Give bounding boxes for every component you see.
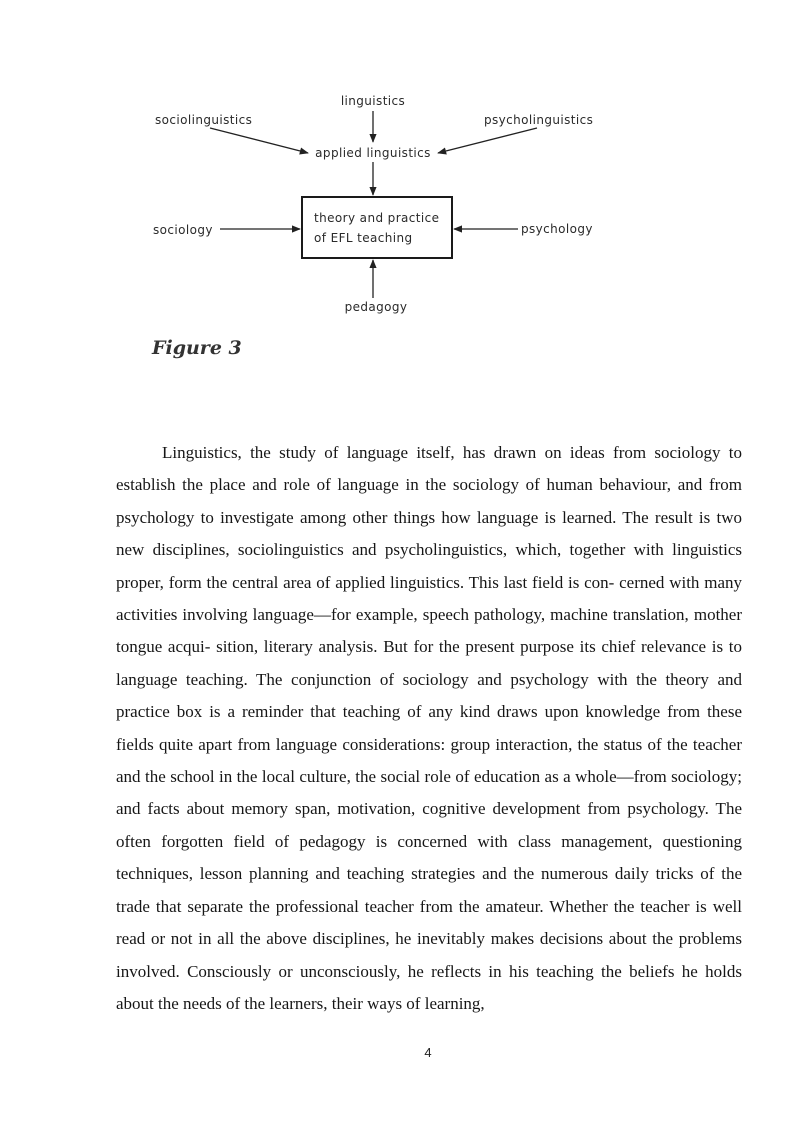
body-paragraph: Linguistics, the study of language itself, has drawn on ideas from sociology to establish the place and role of language in the sociology of human behaviour, and from psychology to investigate among other things how language is learned. The result is two new disciplines, sociolinguistics and psycholinguistics, which, together with linguistics proper, form the central area of applied linguistics. This last field is con- cerned with many activities involving language—for example, speech pathology, machine translation, mother tongue acqui- sition, literary analysis. But for the present purpose its chief relevance is to language teaching. The conjunction of sociology and psychology with the theory and practice box is a reminder that teaching of any kind draws upon knowledge from these fields quite apart from language considerations: group interaction, the status of the teacher and the school in the local culture, the social role of education as a whole—from sociology; and facts about memory span, motivation, cognitive development from psychology. The often forgotten field of pedagogy is concerned with class management, questioning techniques, lesson planning and teaching strategies and the numerous daily tricks of the trade that separate the professional teacher from the amateur. Whether the teacher is well read or not in all the above disciplines, he inevitably makes decisions about the problems involved. Consciously or unconsciously, he reflects in his teaching the beliefs he holds about the needs of the learners, their ways of learning, <box>116 443 742 1013</box>
figure-3-diagram <box>0 0 800 330</box>
page-number: 4 <box>424 1045 432 1060</box>
node-psycholinguistics: psycholinguistics <box>484 113 594 127</box>
node-sociolinguistics: sociolinguistics <box>155 113 253 127</box>
node-linguistics: linguistics <box>340 94 406 108</box>
arrow-sociolinguistics-to-applied <box>210 128 308 153</box>
box-line-2: of EFL teaching <box>314 231 413 245</box>
box-line-1: theory and practice <box>314 211 440 225</box>
arrow-psycholinguistics-to-applied <box>438 128 537 153</box>
node-pedagogy: pedagogy <box>344 300 408 314</box>
node-psychology: psychology <box>521 222 593 236</box>
node-sociology: sociology <box>153 223 213 237</box>
figure-caption: Figure 3 <box>152 337 242 359</box>
node-applied-linguistics: applied linguistics <box>315 146 431 160</box>
central-box <box>302 197 452 258</box>
